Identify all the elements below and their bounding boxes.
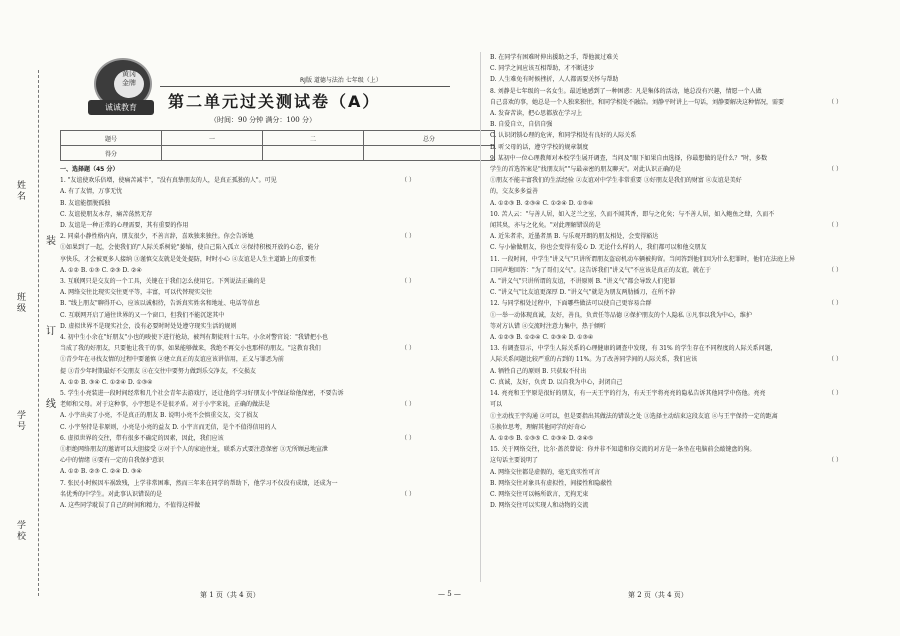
- question-line: [490, 467, 842, 478]
- question-line: [490, 310, 842, 321]
- answer-blank: （ ）: [401, 278, 415, 286]
- question-text: 的，交友多多益善: [490, 188, 539, 196]
- question-line: [60, 298, 415, 309]
- question-text: 这句话主要说明了: [490, 457, 539, 465]
- question-line: [490, 354, 842, 365]
- question-text: 10. 苦人云："与善人居，如入芝兰之室，久而不闻其香，即与之化矣；与不善人居，如入鲍鱼之肆，久而不: [490, 210, 775, 218]
- question-text: 自己喜欢的事，她总是一个人独来独往，和同学相处不融洽。刘静平时讲上一句话，刘静要解决这种情况，需要: [490, 98, 785, 106]
- score-cell: 一: [162, 131, 263, 146]
- left-question-column: [60, 164, 415, 511]
- question-text: C. 与小偷做朋友，你也会变得有爱心 D. 无论什么样的人，我们都可以和他交朋友: [490, 244, 707, 252]
- question-text: A. 有了友情，万事无忧: [60, 188, 123, 196]
- question-line: [490, 399, 842, 410]
- question-line: [490, 209, 842, 220]
- question-line: [490, 298, 842, 309]
- question-line: [490, 186, 842, 197]
- answer-blank: （ ）: [828, 356, 842, 364]
- question-line: [490, 388, 842, 399]
- score-cell: 总分: [364, 131, 495, 146]
- score-cell: 题号: [61, 131, 162, 146]
- question-line: [60, 265, 415, 276]
- question-line: [60, 198, 415, 209]
- page-title: 第二单元过关测试卷（A）: [168, 92, 381, 111]
- question-line: [490, 455, 842, 466]
- question-text: C. "讲义气"比友谊更深厚 D. "讲义气"就是为朋友两肋插刀，在所不辞: [490, 289, 676, 297]
- binding-line: [38, 70, 39, 596]
- answer-blank: （ ）: [401, 434, 415, 442]
- question-line: [60, 444, 415, 455]
- question-text: 享快乐，才会被更多人接纳 ③谨慎交友就是处处提防，时时小心 ④友谊是人生主道路上的重要性: [60, 255, 316, 263]
- question-text: 老师和父母。对于这种事，小宇想是不是很矛盾。对于小宇来说，正确的做法是: [60, 401, 271, 409]
- question-line: [60, 366, 415, 377]
- question-line: [60, 455, 415, 466]
- question-line: [490, 164, 842, 175]
- question-text: A. 这些同学耽误了自己的时间和精力，不值得这样做: [60, 502, 201, 510]
- question-line: [490, 254, 842, 265]
- question-line: [60, 343, 415, 354]
- question-text: 11. 一段时间，中学生"讲义气"只讲所谓朋友盗窃机动车辆被拘留。当问答到他们因为什么犯罪时，他们在法庭上异: [490, 255, 795, 263]
- question-line: [60, 422, 415, 433]
- question-line: [490, 444, 842, 455]
- score-cell: [263, 146, 364, 161]
- answer-blank: （ ）: [828, 300, 842, 308]
- question-line: [60, 399, 415, 410]
- score-cell: [162, 146, 263, 161]
- question-text: C. 认识闭锁心理的危害，和同学相处有良好的人际关系: [490, 132, 637, 140]
- page-number-left: 第 1 页（共 4 页）: [200, 591, 260, 599]
- question-text: ⑤换位思考，理解其他同学的好奇心: [490, 423, 587, 431]
- question-line: [60, 220, 415, 231]
- question-text: D. 友谊是一种正常的心理需要，其有重要的作用: [60, 222, 189, 230]
- right-question-column: [490, 52, 842, 511]
- title-rule: [160, 86, 450, 87]
- question-text: 2. 同桌小静性格内向，朋友很少，不善言辞，喜欢独来独往。你会告诉她: [60, 233, 254, 241]
- score-table-row: [61, 131, 495, 146]
- question-line: [490, 86, 842, 97]
- answer-blank: （ ）: [401, 401, 415, 409]
- question-text: 14. 亮亮和王宇原是很好的朋友，有一天王宇的行为，有天王宇将亮亮的隐私告诉其他同学中伤他。亮亮: [490, 390, 766, 398]
- question-line: [490, 242, 842, 253]
- question-text: C. 真诚，友好，负责 D. 以自我为中心，封闭自己: [490, 378, 623, 386]
- score-cell: 得分: [61, 146, 162, 161]
- question-text: 口同声地回答："为了哥们义气"。这告诉我们"讲义气"不应该是真正的友谊，就在于: [490, 266, 712, 274]
- question-text: 7. 张民小时候因车祸致残，上学非常困难，然而三年来在同学的帮助下，他学习不仅没有成绩，还成为一: [60, 479, 338, 487]
- question-text: ①朋友不能丰富我们的生活经验 ②友谊对中学生非常重要 ③好朋友是我们的财富 ④友谊是美好: [490, 177, 742, 185]
- student-id-label: 学号: [15, 410, 25, 432]
- question-text: 心中的情绪 ④要有一定的自我保护意识: [60, 457, 164, 465]
- question-text: D. 听父母的话，遵守学校的规章制度: [490, 143, 589, 151]
- question-text: 一、选择题（45 分）: [60, 166, 119, 173]
- question-text: B. 网络交往对象具有虚拟性，间接性和隐蔽性: [490, 479, 613, 487]
- answer-blank: （ ）: [401, 177, 415, 185]
- question-text: A. ①② B. ②③ C. ②④ D. ③④: [60, 468, 142, 476]
- answer-blank: （ ）: [401, 233, 415, 241]
- question-text: 可以: [490, 401, 503, 409]
- question-text: ①主动找王宇沟通 ②可以，但是要指出其做法的错误之处 ③选择主动结束这段友谊 ④与王宇保持一定的距离: [490, 412, 778, 420]
- question-line: [490, 175, 842, 186]
- question-line: [490, 63, 842, 74]
- answer-blank: （ ）: [401, 490, 415, 498]
- question-line: [490, 377, 842, 388]
- question-line: [490, 220, 842, 231]
- question-line: [490, 321, 842, 332]
- question-line: [60, 287, 415, 298]
- score-table: [60, 130, 495, 161]
- question-line: [60, 310, 415, 321]
- question-text: A. 网络交往都是虚假的，毫无真实性可言: [490, 468, 601, 476]
- question-line: [490, 332, 842, 343]
- answer-blank: （ ）: [828, 166, 842, 174]
- question-text: D. 网络交往可以实现人和动物的交流: [490, 502, 589, 510]
- question-text: C. 网络交往可以畅所欲言，无拘无束: [490, 490, 589, 498]
- question-line: [490, 343, 842, 354]
- question-line: [60, 466, 415, 477]
- question-text: C. 同学之间应该互相帮助，才不断进步: [490, 65, 595, 73]
- question-line: [490, 287, 842, 298]
- school-label: 学校: [15, 520, 25, 542]
- question-text: ①一举一动体现真诚，友好，善良，负责任等品德 ②保护朋友的个人隐私 ③凡事以我为中心，维护: [490, 311, 752, 319]
- question-line: [490, 153, 842, 164]
- question-text: B. 在同学有困难时伸出援助之手，帮他渡过难关: [490, 54, 619, 61]
- question-text: 人际关系问题比较严重的占到的 11%。为了改善同学间的人际关系，我们应该: [490, 356, 698, 364]
- class-label: 班级: [15, 292, 25, 314]
- question-line: [490, 97, 842, 108]
- question-text: B. "线上朋友"聊得开心，应该以诚相待，告诉真实姓名和地址、电话等信息: [60, 300, 260, 308]
- seal-text: 黄冈 金牌: [114, 70, 144, 98]
- question-line: [60, 231, 415, 242]
- question-line: [490, 198, 842, 209]
- question-line: [60, 500, 415, 511]
- question-text: 闻其臭，亦与之化矣。"对此理解错误的是: [490, 222, 601, 230]
- question-line: [60, 410, 415, 421]
- question-text: 1. "友谊使欢乐倍增，使痛苦减半"，"没有真挚朋友的人，是真正孤独的人"。可见: [60, 177, 277, 185]
- binding-margin: [0, 0, 62, 636]
- sheet-number: — 5 —: [438, 590, 461, 598]
- question-line: [60, 276, 415, 287]
- question-line: [60, 332, 415, 343]
- question-text: 名优秀的中学生。对此事认识错误的是: [60, 490, 163, 498]
- score-cell: [364, 146, 495, 161]
- question-text: ①青少年在寻找友情的过程中要谨慎 ②建立真正的友谊应该讲信用，正义与罪恶为前: [60, 356, 284, 364]
- question-text: 13. 有调查显示，中学生人际关系的心理健康的调查中发现，有 31% 的学生存在不同程度的人际关系问题，: [490, 345, 777, 353]
- question-line: [60, 186, 415, 197]
- question-line: [60, 321, 415, 332]
- question-text: A. "讲义气"只讲所谓的友谊，不讲原则 B. "讲义气"都会导致人们犯罪: [490, 278, 676, 286]
- question-line: [60, 478, 415, 489]
- question-text: A. 发奋苦读，把心思都放在学习上: [490, 110, 583, 118]
- question-line: [490, 265, 842, 276]
- binding-word: 装: [46, 236, 56, 247]
- answer-blank: （ ）: [828, 457, 842, 465]
- answer-blank: （ ）: [828, 222, 842, 230]
- exam-meta: （时间：90 分钟 满分：100 分）: [210, 116, 316, 124]
- question-line: [490, 411, 842, 422]
- question-line: [60, 377, 415, 388]
- question-line: [60, 209, 415, 220]
- answer-blank: （ ）: [828, 98, 842, 106]
- question-text: A. ①②③ B. ①②④ C. ②③④ D. ①③④: [490, 334, 594, 342]
- question-line: [60, 433, 415, 444]
- question-text: D. 人生难免有时候挫折，人人都需要关怀与帮助: [490, 76, 619, 84]
- subject-line: RJ版 道德与法治 七年级（上）: [300, 77, 382, 84]
- question-text: A. ①② B. ①③ C. ②③ D. ②④: [60, 266, 142, 274]
- publisher-logo: [88, 58, 154, 120]
- answer-blank: （ ）: [828, 266, 842, 274]
- score-table-row: [61, 146, 495, 161]
- question-text: A. 小宇出卖了小亮，不是真正的朋友 B. 说明小亮不会慎重交友，交了损友: [60, 412, 259, 420]
- page-number-right: 第 2 页（共 4 页）: [628, 591, 688, 599]
- question-line: [60, 489, 415, 500]
- section-heading: [60, 164, 415, 175]
- question-line: [490, 119, 842, 130]
- question-text: A. 近朱者赤，近墨者黑 B. 与乐观开朗的朋友相处，会变得豁达: [490, 233, 659, 241]
- question-line: [490, 500, 842, 511]
- question-line: [60, 242, 415, 253]
- question-line: [60, 354, 415, 365]
- question-line: [490, 433, 842, 444]
- answer-blank: （ ）: [401, 345, 415, 353]
- question-text: B. 自爱自立，自信自强: [490, 121, 553, 129]
- question-line: [490, 478, 842, 489]
- question-text: B. 友谊能摆脱孤独: [60, 199, 111, 207]
- question-line: [490, 422, 842, 433]
- question-text: 5. 学生小亮装进一段时间经常和几个社会青年去游戏厅，还让他的学习好朋友小宇保证给他保密，不要告诉: [60, 390, 344, 398]
- score-cell: 二: [263, 131, 364, 146]
- question-text: A. 网络交往比现实交往更平等，丰富，可以代替现实交往: [60, 289, 213, 297]
- question-text: 3. 互联网只是交友的一个工具，关键在于我们怎么使用它。下列说法正确的是: [60, 278, 266, 286]
- question-text: C. 小宇坚持是非原则，小亮是小亮的益友 D. 小宇言而无信，是个不值得信用的人: [60, 423, 277, 431]
- question-line: [490, 108, 842, 119]
- question-line: [490, 130, 842, 141]
- question-line: [490, 52, 842, 63]
- column-divider: [480, 52, 481, 582]
- question-text: A. ①②③ B. ②③④ C. ①②④ D. ①③④: [490, 199, 594, 207]
- question-text: 15. 关于网络交往，比尔·盖茨曾说：你并非不知道和你交流的对方是一条坐在电脑前会敲键盘的狗。: [490, 446, 756, 454]
- question-text: 提 ③青少年时期最好不交朋友 ④在交往中要努力做到乐交净友，不交损友: [60, 367, 256, 375]
- question-text: C. 互联网开启了通往世界的又一个窗口，但我们不能沉迷其中: [60, 311, 225, 319]
- binding-word: 线: [46, 399, 56, 410]
- binding-word: 订: [46, 326, 56, 337]
- question-text: A. 牺牲自己的原则 B. 只获取不付出: [490, 367, 587, 375]
- question-text: D. 虚拟世界不是现实社会，没有必要时时处处遵守现实生活的规则: [60, 322, 237, 330]
- question-text: ①拒绝网络朋友的邀请可以大胆接受 ②对于个人的家庭住址，联系方式要注意保密 ③无所顾忌地宣泄: [60, 446, 328, 454]
- name-label: 姓名: [15, 180, 25, 202]
- question-text: 等对方认错 ④交流时注意力集中，热于倾听: [490, 322, 606, 330]
- question-text: C. 友谊使朋友永存，痛苦荡然无存: [60, 210, 153, 218]
- question-line: [60, 388, 415, 399]
- question-text: 学生的首选答案是"找朋友玩""与最亲密的朋友聊天"。对此认识正确的是: [490, 166, 682, 174]
- question-line: [490, 489, 842, 500]
- question-line: [490, 231, 842, 242]
- question-text: ①如果到了一起，会使我们的"人际关系树轮"萎缩，使自己陷入孤立 ②保持积极开放的心态，能分: [60, 244, 320, 252]
- logo-banner: 诚诚教育: [88, 100, 154, 115]
- question-text: 6. 虚拟世界的交往，带有很多不确定的因素，因此，我们应该: [60, 434, 224, 442]
- question-line: [60, 175, 415, 186]
- question-line: [490, 142, 842, 153]
- question-line: [490, 74, 842, 85]
- question-text: A. ①② B. ③④ C. ①②④ D. ①③④: [60, 378, 153, 386]
- question-text: 当成了我的好朋友，只要他让我干的事，如果能够做来，我绝不再交小也那样的朋友。"这教育我们: [60, 345, 321, 353]
- question-line: [490, 276, 842, 287]
- question-text: 8. 刘静是七年级的一名女生。最近她感到了一种困惑：凡是集体的活动，她总没有兴趣，情愿一个人做: [490, 87, 762, 95]
- answer-blank: （ ）: [828, 390, 842, 398]
- question-line: [60, 254, 415, 265]
- question-text: A. ①②⑤ B. ①③⑤ C. ②③④ D. ②④⑤: [490, 434, 594, 442]
- question-line: [490, 366, 842, 377]
- question-text: 4. 初中生小余在"好朋友"小也的唆使下进行抢劫，被判有期徒刑十五年。小余对警官说："我错把小也: [60, 334, 328, 342]
- question-text: 12. 与同学相处过程中，下面哪些做法可以使自己更容易合群: [490, 300, 652, 308]
- question-text: 9. 某初中一位心理教师对本校学生展开调查，当问及"眼下如果自由选择，你最想做的是什么？"时，多数: [490, 154, 768, 162]
